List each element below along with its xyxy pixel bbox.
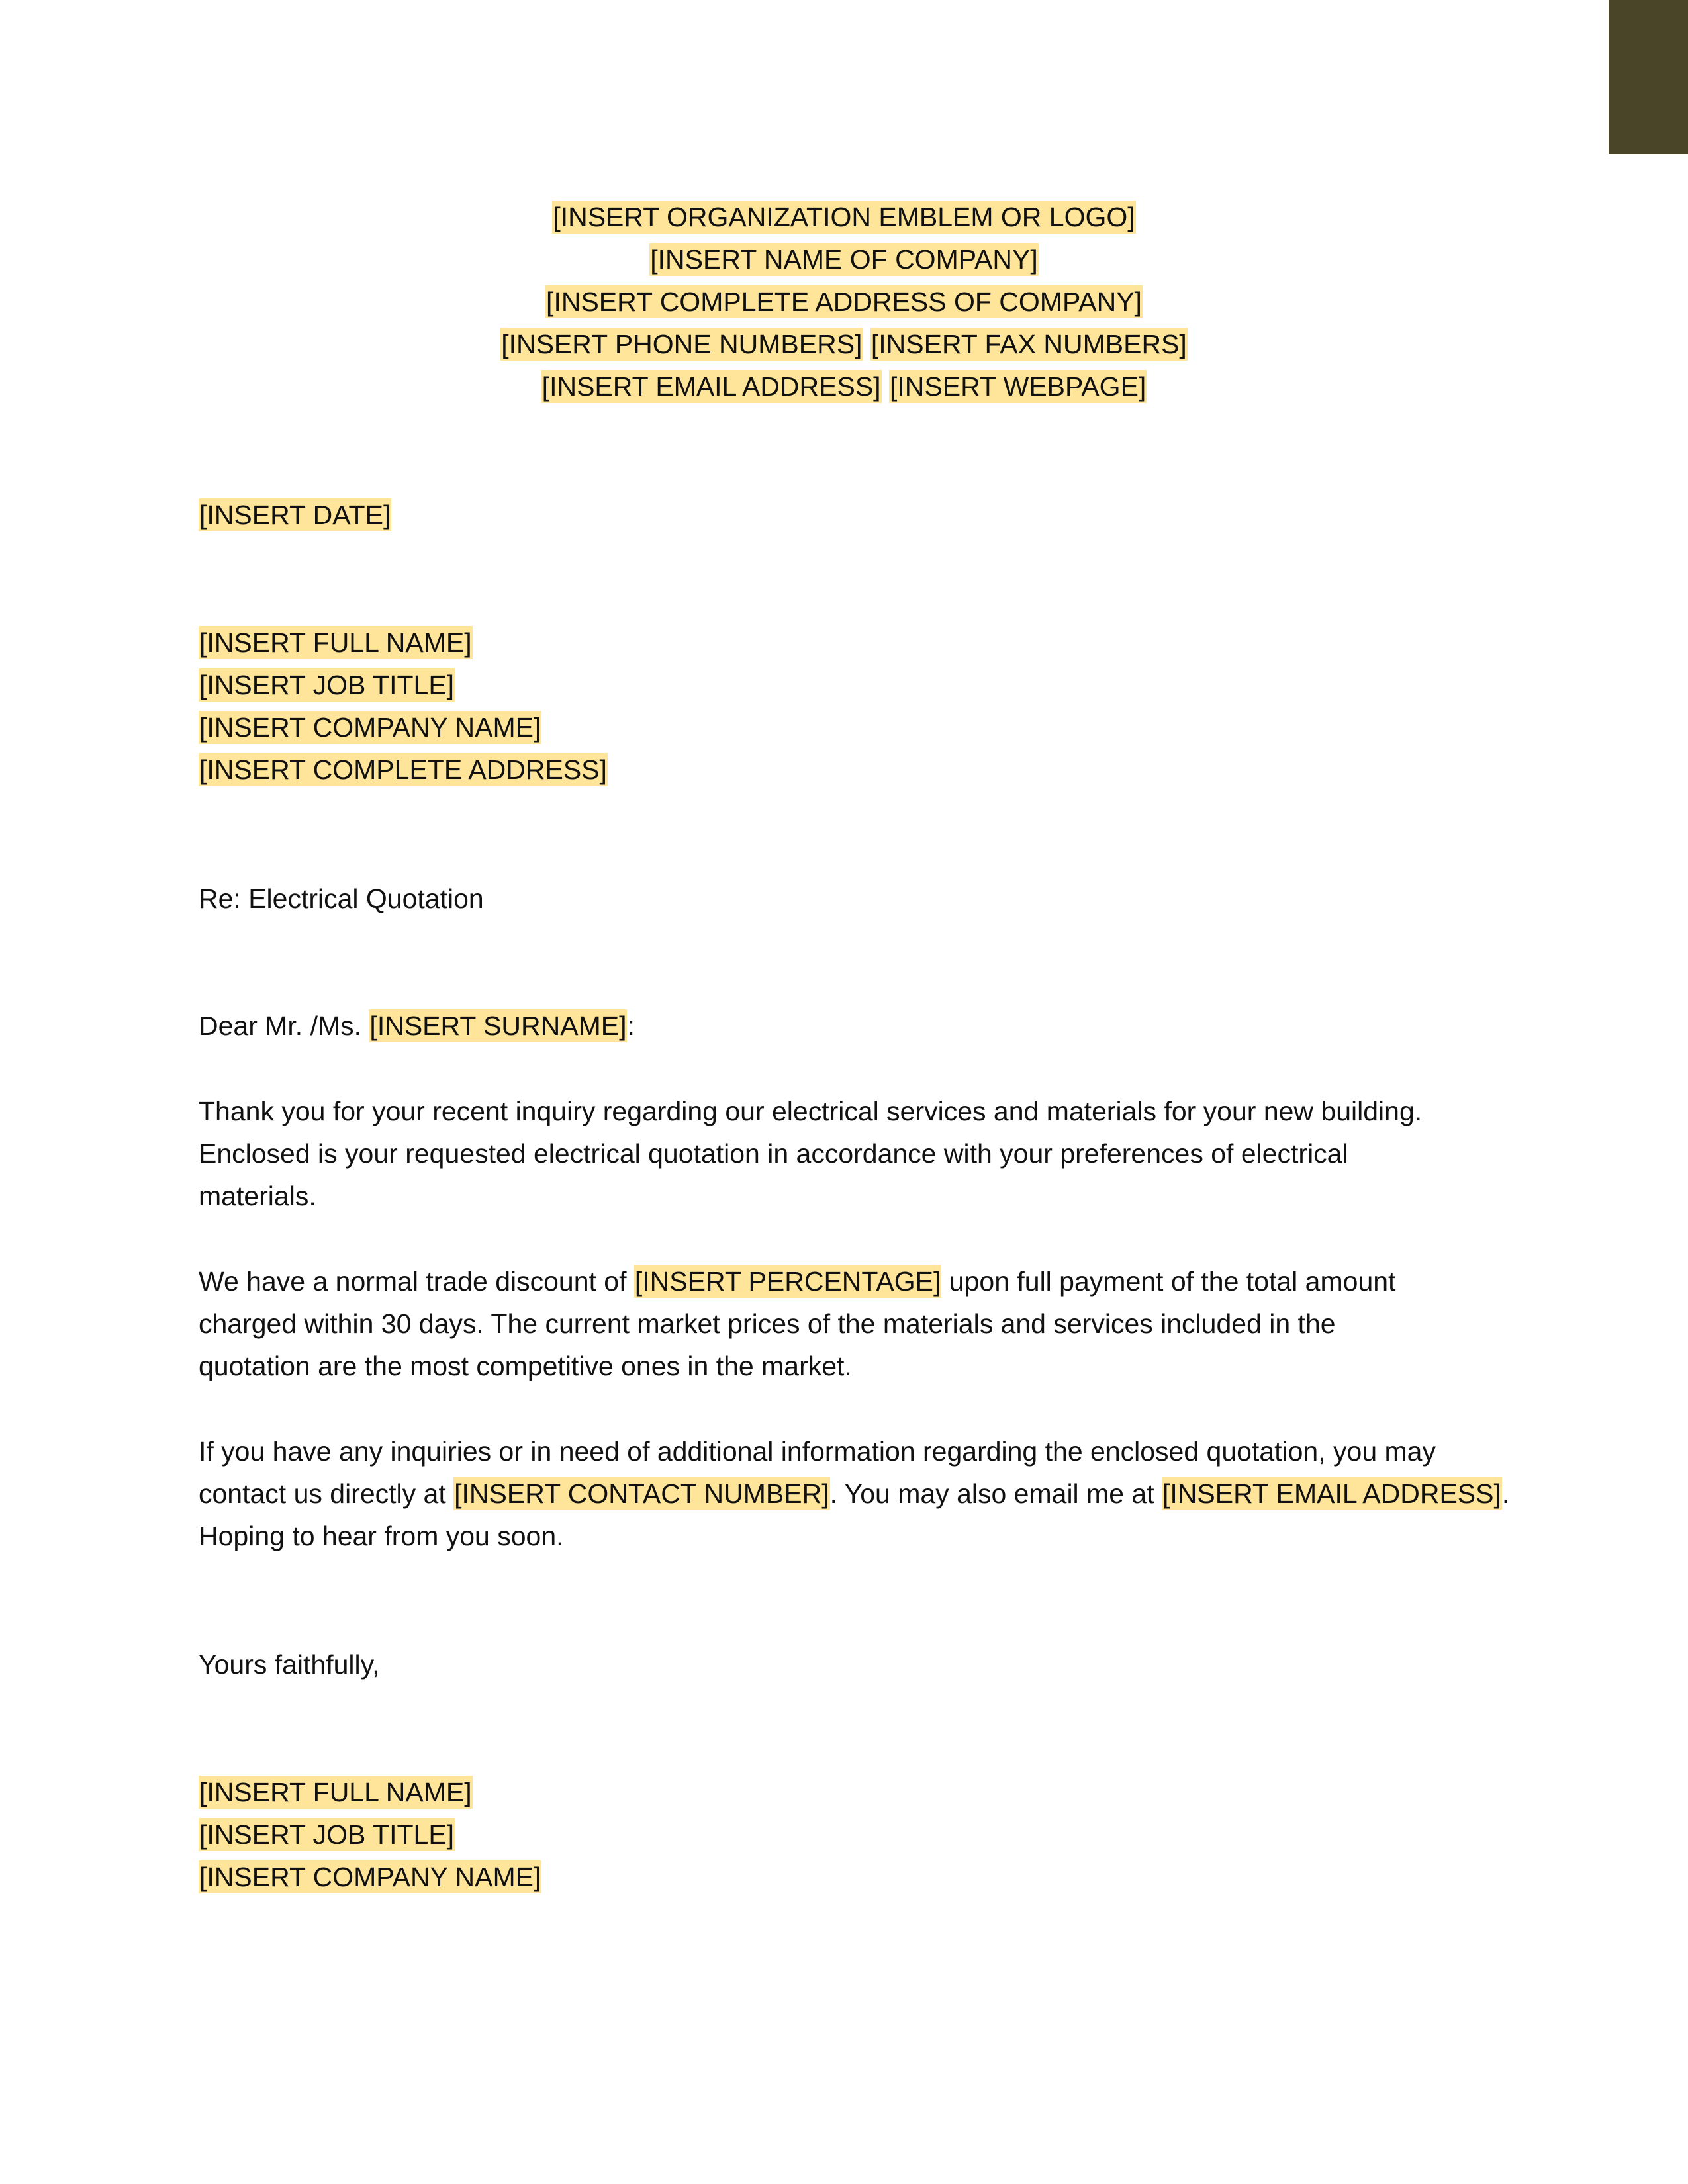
sender-company-name: [INSERT COMPANY NAME] xyxy=(199,1862,541,1892)
letterhead-webpage: [INSERT WEBPAGE] xyxy=(889,371,1147,402)
p3-end: . xyxy=(1501,1479,1510,1509)
p3-contact-number: [INSERT CONTACT NUMBER] xyxy=(454,1479,829,1509)
p2-percentage: [INSERT PERCENTAGE] xyxy=(634,1266,941,1297)
letterhead-fax: [INSERT FAX NUMBERS] xyxy=(870,329,1187,359)
p3-mid: . You may also email me at xyxy=(829,1479,1162,1509)
p3-line-1: If you have any inquiries or in need of additional information regarding the enclosed quotation, you may xyxy=(199,1436,1436,1467)
corner-accent-block xyxy=(1609,0,1688,154)
subject-line xyxy=(199,878,484,920)
recipient-address: [INSERT COMPLETE ADDRESS] xyxy=(199,754,607,785)
recipient-block xyxy=(199,621,608,791)
p1-line-3: materials. xyxy=(199,1181,316,1211)
salutation-suffix: : xyxy=(627,1011,635,1041)
sender-job-title: [INSERT JOB TITLE] xyxy=(199,1819,455,1850)
recipient-full-name: [INSERT FULL NAME] xyxy=(199,627,472,658)
letterhead-emblem: [INSERT ORGANIZATION EMBLEM OR LOGO] xyxy=(553,202,1135,232)
date-placeholder: [INSERT DATE] xyxy=(199,500,391,530)
p3-pre: contact us directly at xyxy=(199,1479,454,1509)
sender-full-name: [INSERT FULL NAME] xyxy=(199,1777,472,1807)
letterhead-phone: [INSERT PHONE NUMBERS] xyxy=(501,329,863,359)
p2-post: upon full payment of the total amount xyxy=(941,1266,1396,1297)
body-paragraph-3 xyxy=(199,1430,1509,1557)
salutation xyxy=(199,1005,635,1047)
closing-text: Yours faithfully, xyxy=(199,1649,380,1680)
salutation-surname: [INSERT SURNAME] xyxy=(369,1011,627,1041)
salutation-prefix: Dear Mr. /Ms. xyxy=(199,1011,369,1041)
letterhead-company-address: [INSERT COMPLETE ADDRESS OF COMPANY] xyxy=(546,287,1142,317)
letterhead-company-name: [INSERT NAME OF COMPANY] xyxy=(650,244,1038,275)
p3-email-address: [INSERT EMAIL ADDRESS] xyxy=(1162,1479,1501,1509)
letterhead xyxy=(199,196,1489,408)
p1-line-1: Thank you for your recent inquiry regarding our electrical services and materials for your new building. xyxy=(199,1096,1423,1126)
body-paragraph-1 xyxy=(199,1090,1422,1217)
letterhead-email: [INSERT EMAIL ADDRESS] xyxy=(541,371,881,402)
p3-line-3: Hoping to hear from you soon. xyxy=(199,1521,564,1551)
p1-line-2: Enclosed is your requested electrical quotation in accordance with your preferences of electrical xyxy=(199,1138,1348,1169)
body-paragraph-2 xyxy=(199,1260,1395,1387)
recipient-job-title: [INSERT JOB TITLE] xyxy=(199,670,455,700)
subject-text: Re: Electrical Quotation xyxy=(199,884,484,914)
letter-date xyxy=(199,494,391,536)
recipient-company-name: [INSERT COMPANY NAME] xyxy=(199,712,541,743)
p2-line-2: charged within 30 days. The current market prices of the materials and services included in the xyxy=(199,1308,1336,1339)
p2-line-3: quotation are the most competitive ones in the market. xyxy=(199,1351,852,1381)
sender-block xyxy=(199,1771,541,1898)
p2-pre: We have a normal trade discount of xyxy=(199,1266,634,1297)
closing xyxy=(199,1643,380,1686)
